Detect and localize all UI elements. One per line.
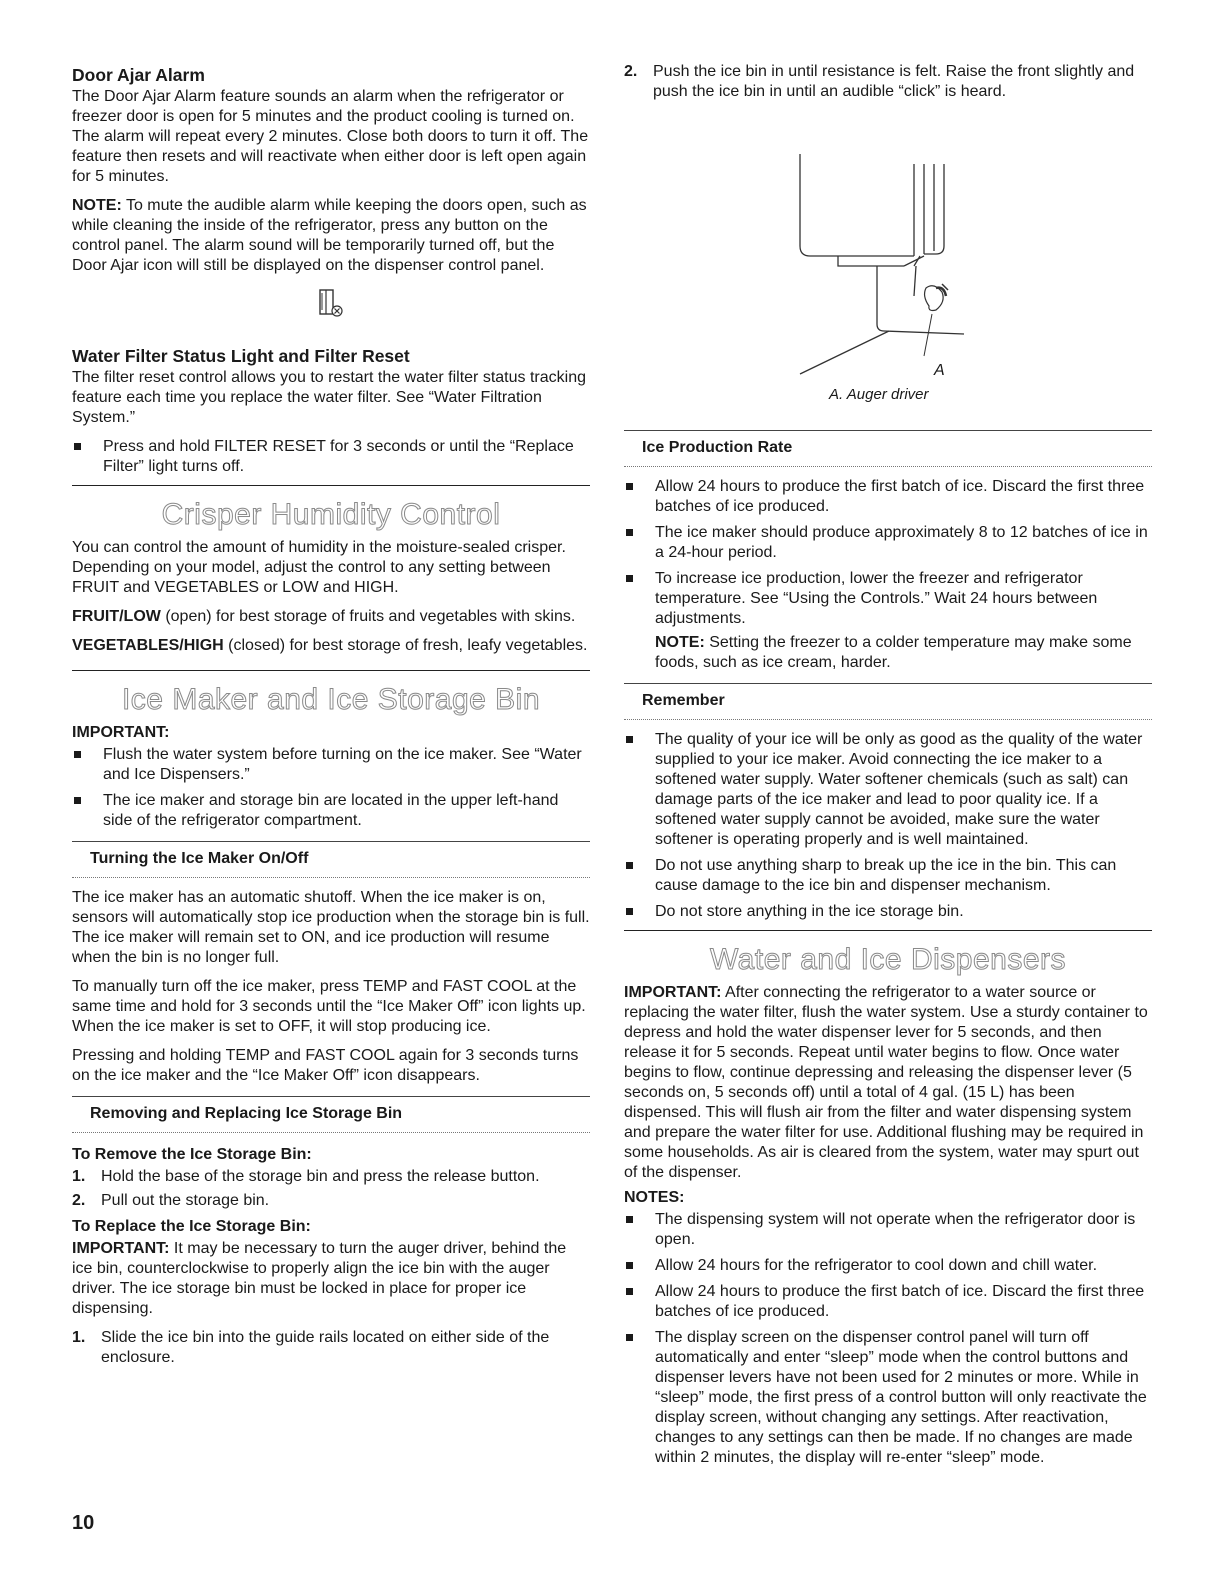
water-filter-paragraph: The filter reset control allows you to restart the water filter status tracking feature each time you replace the water filter. See “Water Filtration System.” [72,369,586,426]
step-item: 1. Hold the base of the storage bin and press the release button. [72,1168,540,1185]
dispensers-title: Water and Ice Dispensers [709,943,1067,976]
list-item: Allow 24 hours to produce the first batch of ice. Discard the first three batches of ice produced. [624,1282,1152,1322]
ice-production-note: NOTE: Setting the freezer to a colder temperature may make some foods, such as ice cream, harder. [655,634,1132,671]
list-item: Press and hold FILTER RESET for 3 seconds or until the “Replace Filter” light turns off. [72,437,590,477]
remove-steps [72,1167,590,1211]
list-item: Allow 24 hours for the refrigerator to cool down and chill water. [624,1256,1152,1276]
fruit-low-text: FRUIT/LOW (open) for best storage of fruits and vegetables with skins. [72,608,576,625]
list-item: The display screen on the dispenser control panel will turn off automatically and enter “sleep” mode when the control buttons and dispenser levers have not been used for 2 minutes or more. While in “sleep” mode, the first press of a control button will only reactivate the display screen, without changing any settings. After reactivation, changes to any settings can then be made. If no changes are made within 2 minutes, the display will re-enter “sleep” mode. [624,1328,1152,1468]
onoff-paragraph-3: Pressing and holding TEMP and FAST COOL again for 3 seconds turns on the ice maker and the “Ice Maker Off” icon disappears. [72,1047,579,1084]
section-divider [72,670,590,671]
ice-maker-title: Ice Maker and Ice Storage Bin [121,683,541,716]
water-filter-list [72,437,590,477]
left-column [72,62,590,1374]
dispensers-notes-list [624,1210,1152,1468]
list-item: Do not store anything in the ice storage bin. [624,902,1152,922]
crisper-paragraph: You can control the amount of humidity in the moisture-sealed crisper. Depending on your model, adjust the control to any setting between FRUIT and VEGETABLES or LOW and HIGH. [72,539,566,596]
auger-driver-figure [624,106,1152,416]
list-item: Allow 24 hours to produce the first batch of ice. Discard the first three batches of ice produced. [624,477,1152,517]
list-item: Do not use anything sharp to break up the ice in the bin. This can cause damage to the ice bin and dispenser mechanism. [624,856,1152,896]
figure-caption: A. Auger driver [829,386,929,403]
important-label: IMPORTANT: [72,724,170,741]
onoff-paragraph-1: The ice maker has an automatic shutoff. When the ice maker is on, sensors will automatically stop ice production when the storage bin is full. The ice maker will remain set to ON, and ice production will resume when the bin is no longer full. [72,889,590,966]
vegetables-high-text: VEGETABLES/HIGH (closed) for best storage of fresh, leafy vegetables. [72,637,588,654]
water-filter-title: Water Filter Status Light and Filter Reset [72,346,410,366]
replace-important: IMPORTANT: It may be necessary to turn the auger driver, behind the ice bin, counterclockwise to properly align the ice bin with the auger driver. The ice storage bin must be locked in place for proper ice dispensing. [72,1240,567,1317]
replace-steps-continued [624,62,1152,102]
section-divider [72,485,590,486]
page-number: 10 [72,1512,95,1534]
dispensers-important: IMPORTANT: After connecting the refrigerator to a water source or replacing the water filter, flush the water system. Use a sturdy container to depress and hold the water dispenser lever for 5 seconds, and then release it for 5 seconds. Repeat until water begins to flow. Once water begins to flow, continue depressing and releasing the dispenser lever (5 seconds on, 5 seconds off) until a total of 4 gal. (15 L) has been dispensed. This will flush air from the filter and water dispensing system and prepare the water filter for use. Additional flushing may be required in some households. As air is cleared from the system, water may spurt out of the dispenser. [624,984,1148,1181]
ice-production-list [624,477,1152,673]
right-column [624,62,1152,1476]
crisper-title: Crisper Humidity Control [161,498,501,531]
replace-bin-title: To Replace the Ice Storage Bin: [72,1218,311,1235]
ice-production-rate-header: Ice Production Rate [624,430,1152,467]
door-ajar-title: Door Ajar Alarm [72,65,205,85]
ice-bin-illustration [624,106,1152,376]
turning-ice-maker-header: Turning the Ice Maker On/Off [72,841,590,878]
notes-label: NOTES: [624,1189,685,1206]
step-item: 2. Push the ice bin in until resistance is felt. Raise the front slightly and push the ice bin in until an audible “click” is heard. [624,63,1135,100]
figure-label-a: A [934,362,945,379]
door-ajar-paragraph: The Door Ajar Alarm feature sounds an alarm when the refrigerator or freezer door is open for 5 minutes and the product cooling is turned on. The alarm will repeat every 2 minutes. Close both doors to turn it off. The feature then resets and will reactivate when either door is left open again for 5 minutes. [72,88,589,185]
door-ajar-note: NOTE: To mute the audible alarm while keeping the doors open, such as while cleaning the inside of the refrigerator, press any button on the control panel. The alarm sound will be temporarily turned off, but the Door Ajar icon will still be displayed on the dispenser control panel. [72,197,587,274]
list-item: Flush the water system before turning on the ice maker. See “Water and Ice Dispensers.” [72,745,590,785]
ice-maker-important-list [72,745,590,831]
step-item: 1. Slide the ice bin into the guide rails located on either side of the enclosure. [72,1329,550,1366]
list-item: The ice maker and storage bin are located in the upper left-hand side of the refrigerator compartment. [72,791,590,831]
replace-steps [72,1328,590,1368]
remember-header: Remember [624,683,1152,720]
remember-list [624,730,1152,922]
removing-replacing-header: Removing and Replacing Ice Storage Bin [72,1096,590,1133]
section-divider [624,930,1152,931]
step-item: 2. Pull out the storage bin. [72,1192,270,1209]
list-item: The quality of your ice will be only as good as the quality of the water supplied to your ice maker. Avoid connecting the ice maker to a softened water supply. Water softener chemicals (such as salt) can damage parts of the ice maker and lead to poor quality ice. If a softened water supply cannot be avoided, make sure the water softener is operating properly and is well maintained. [624,730,1152,850]
onoff-paragraph-2: To manually turn off the ice maker, press TEMP and FAST COOL at the same time and hold for 3 seconds until the “Ice Maker Off” icon lights up. When the ice maker is set to OFF, it will stop producing ice. [72,978,586,1035]
door-ajar-icon [72,288,590,323]
list-item: The dispensing system will not operate when the refrigerator door is open. [624,1210,1152,1250]
list-item: The ice maker should produce approximately 8 to 12 batches of ice in a 24-hour period. [624,523,1152,563]
list-item: To increase ice production, lower the freezer and refrigerator temperature. See “Using the Controls.” Wait 24 hours between adjustments. NOTE: Setting the freezer to a colder temperature may make some foods, such as ice cream, harder. [624,569,1152,673]
remove-bin-title: To Remove the Ice Storage Bin: [72,1146,312,1163]
